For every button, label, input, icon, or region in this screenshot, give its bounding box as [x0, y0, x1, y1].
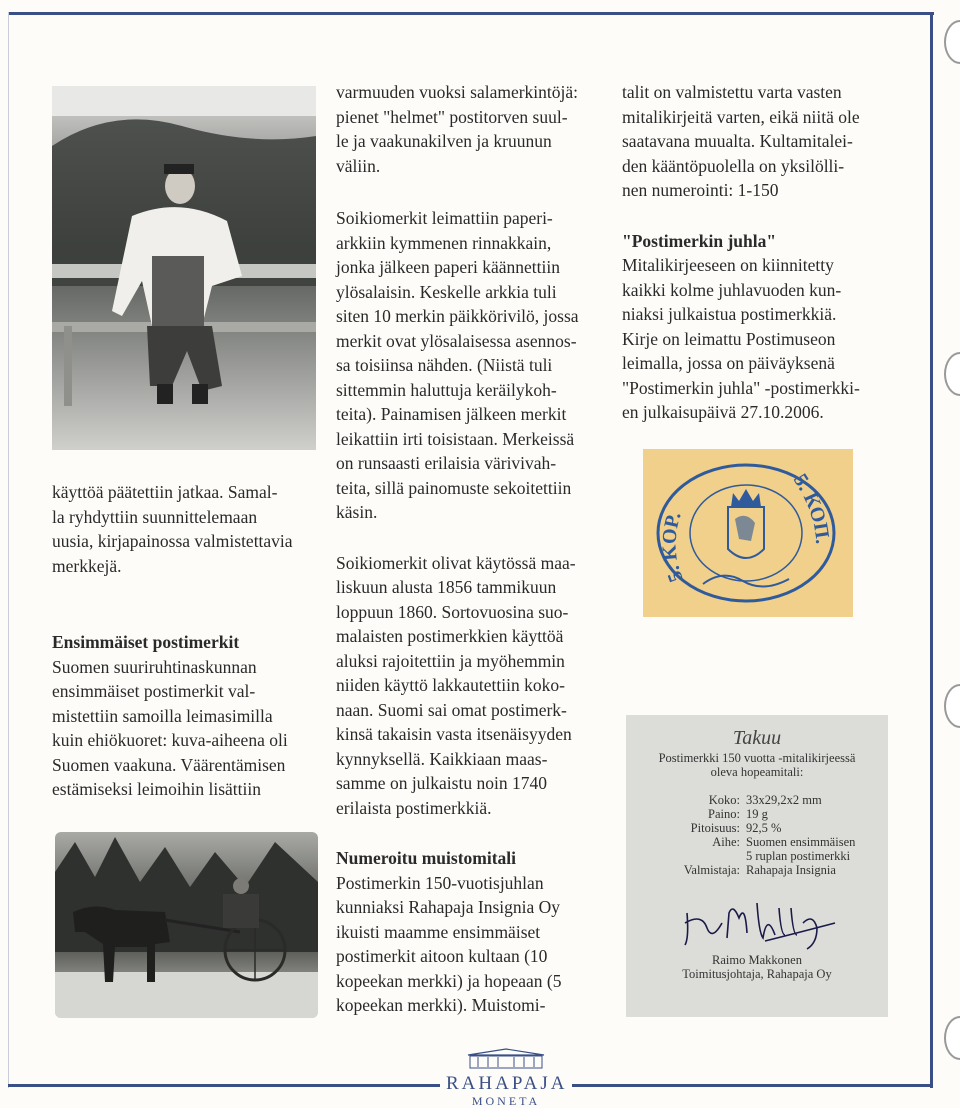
- stamp-right-text: 5. КОП.: [788, 470, 834, 545]
- text-line: arkkiin kymmenen rinnakkain,: [336, 232, 552, 253]
- spec-key: Aihe:: [712, 835, 740, 849]
- text-line: sa toisiinsa nähden. (Niistä tuli: [336, 355, 553, 375]
- photo-horse-cart: [55, 832, 318, 1018]
- photo-man-on-bench-image: [52, 86, 316, 450]
- text-line: estämiseksi leimoihin lisättiin: [52, 779, 262, 799]
- text-line: malaisten postimerkkien käyttöä: [336, 626, 564, 646]
- spec-row: [626, 793, 888, 807]
- frame-left-border: [8, 12, 9, 1088]
- spec-row: [626, 807, 888, 821]
- col3-paragraph-1: [622, 80, 922, 203]
- text-line: Soikiomerkit leimattiin paperi-: [336, 208, 553, 228]
- section-heading-ensimmaiset: Ensimmäiset postimerkit: [52, 632, 240, 652]
- frame-top-border: [8, 12, 934, 15]
- text-line: en julkaisupäivä 27.10.2006.: [622, 402, 824, 422]
- spec-value: Suomen ensimmäisen: [746, 835, 856, 849]
- text-line: teita). Painamisen jälkeen merkit: [336, 404, 567, 424]
- signer-name: Raimo Makkonen: [712, 953, 802, 967]
- certificate-title: Takuu: [732, 727, 782, 749]
- text-line: mistettiin samoilla leimasimilla: [52, 705, 273, 726]
- text-line: nen numerointi: 1-150: [622, 180, 779, 200]
- text-line: kaikki kolme juhlavuoden kun-: [622, 279, 842, 300]
- text-line: naan. Suomi sai omat postimerk-: [336, 699, 567, 720]
- text-line: niiden käyttö lakkautettiin koko-: [336, 675, 565, 695]
- text-line: loppuun 1860. Sortovuosina suo-: [336, 601, 569, 622]
- text-line: käsin.: [336, 502, 378, 522]
- logo-subtitle: MONETA: [471, 1094, 541, 1108]
- text-line: kuin ehiökuoret: kuva-aiheena oli: [52, 730, 288, 750]
- text-line: teita, sillä painomuste sekoitettiin: [336, 477, 572, 498]
- stamp-svg: [643, 449, 853, 617]
- text-line: mitalikirjeitä varten, eikä niitä ole: [622, 106, 860, 127]
- text-line: väliin.: [336, 155, 381, 176]
- text-line: oleva hopeamitali:: [710, 765, 804, 779]
- text-line: ensimmäiset postimerkit val-: [52, 681, 256, 701]
- spec-row: [626, 849, 888, 863]
- spec-key: Valmistaja:: [683, 863, 740, 877]
- text-line: saatavana muualta. Kultamitalei-: [622, 131, 853, 151]
- text-line: kopeekan merkki) ja hopeaan (5: [336, 970, 562, 991]
- guarantee-certificate: [626, 715, 888, 1017]
- column-3: [622, 80, 922, 425]
- text-line: sittemmin haluttuja keräilykoh-: [336, 379, 557, 400]
- text-line: samme on julkaistu noin 1740: [336, 773, 547, 793]
- text-line: Soikiomerkit olivat käytössä maa-: [336, 552, 576, 573]
- text-line: leimalla, jossa on päiväyksenä: [622, 353, 835, 373]
- frame-right-border: [930, 12, 933, 1088]
- binder-hole: [944, 1016, 960, 1060]
- text-line: den kääntöpuolella on yksilölli-: [622, 155, 845, 176]
- text-line: Suomen vaakuna. Väärentämisen: [52, 754, 286, 775]
- stamp-image: [643, 449, 853, 617]
- text-line: kunniaksi Rahapaja Insignia Oy: [336, 897, 561, 917]
- text-line: kinsä takaisin vasta itsenäisyyden: [336, 724, 572, 744]
- text-line: Mitalikirjeeseen on kiinnitetty: [622, 255, 834, 275]
- text-line: Kirje on leimattu Postimuseon: [622, 328, 836, 349]
- text-line: ylösalaisin. Keskelle arkkia tuli: [336, 281, 557, 302]
- spec-row: [626, 821, 888, 835]
- col1-body: [52, 655, 322, 802]
- text-line: ikuisti maamme ensimmäiset: [336, 921, 541, 942]
- text-line: kopeekan merkki). Muistomi-: [336, 995, 546, 1015]
- text-line: la ryhdyttiin suunnittelemaan: [52, 506, 258, 527]
- text-line: postimerkit aitoon kultaan (10: [336, 946, 548, 966]
- text-line: siten 10 merkin päikkörivilö, jossa: [336, 306, 579, 326]
- section-heading-postimerkin-juhla: "Postimerkin juhla": [622, 230, 777, 251]
- text-line: niaksi julkaistua postimerkkiä.: [622, 304, 837, 324]
- spec-key: Paino:: [708, 807, 740, 821]
- text-line: merkit ovat ylösalaisessa asennos-: [336, 330, 577, 351]
- signature-icon: [667, 883, 847, 953]
- text-line: Suomen suuriruhtinaskunnan: [52, 656, 257, 677]
- text-line: uusia, kirjapainossa valmistettavia: [52, 531, 293, 551]
- binder-hole: [944, 684, 960, 728]
- spec-value: 19 g: [746, 807, 768, 821]
- text-line: aluksi rajoitettiin ja myöhemmin: [336, 650, 565, 671]
- frame-bottom-border-left: [8, 1084, 440, 1087]
- text-line: talit on valmistettu varta vasten: [622, 82, 842, 102]
- spec-value: 33x29,2x2 mm: [746, 793, 822, 807]
- text-line: Postimerkki 150 vuotta -mitalikirjeessä: [658, 751, 856, 765]
- col3-paragraph-2: [622, 253, 922, 425]
- spec-key: [626, 849, 746, 863]
- photo-horse-cart-image: [55, 832, 318, 1018]
- text-line: varmuuden vuoksi salamerkintöjä:: [336, 82, 579, 102]
- text-line: leikattiin irti toisistaan. Merkeissä: [336, 428, 575, 449]
- text-line: "Postimerkin juhla" -postimerkki-: [622, 377, 860, 398]
- spec-row: [626, 835, 888, 849]
- col2-paragraph-3: [336, 551, 608, 821]
- photo-man-on-bench: [52, 86, 316, 450]
- col1-text-top: [52, 480, 322, 578]
- text-line: Postimerkin 150-vuotisjuhlan: [336, 872, 544, 893]
- lion-icon: [735, 516, 755, 541]
- building-icon: [466, 1047, 546, 1069]
- certificate-specs: [626, 793, 888, 877]
- logo-name: RAHAPAJA: [446, 1073, 568, 1094]
- rahapaja-logo: [446, 1047, 566, 1108]
- binder-hole: [944, 20, 960, 64]
- stamp-left-text: 5. KOP.: [658, 509, 688, 585]
- certificate-intro: [626, 751, 888, 779]
- text-line: le ja vaakunakilven ja kruunun: [336, 131, 552, 151]
- spec-value: 5 ruplan postimerkki: [746, 849, 851, 863]
- section-heading-numeroitu: Numeroitu muistomitali: [336, 848, 517, 868]
- text-line: jonka jälkeen paperi käännettiin: [336, 257, 561, 277]
- text-line: kynnyksellä. Kaikkiaan maas-: [336, 748, 548, 769]
- col2-paragraph-2: [336, 206, 608, 525]
- text-line: merkkejä.: [52, 555, 122, 576]
- spec-key: Pitoisuus:: [690, 821, 740, 835]
- spec-value: 92,5 %: [746, 821, 782, 835]
- text-line: on runsaasti erilaisia värivivah-: [336, 453, 557, 473]
- spec-value: Rahapaja Insignia: [746, 863, 836, 877]
- column-2: [336, 80, 608, 1018]
- signer-title: Toimitusjohtaja, Rahapaja Oy: [682, 967, 832, 981]
- text-line: liskuun alusta 1856 tammikuun: [336, 577, 557, 597]
- spec-key: Koko:: [708, 793, 740, 807]
- text-line: pienet "helmet" postitorven suul-: [336, 106, 568, 127]
- col2-paragraph-1: [336, 80, 608, 178]
- crown-icon: [731, 489, 761, 507]
- binder-hole: [944, 352, 960, 396]
- text-line: erilaista postimerkkiä.: [336, 797, 492, 818]
- col2-paragraph-4: [336, 871, 608, 1018]
- spec-row: [626, 863, 888, 877]
- text-line: käyttöä päätettiin jatkaa. Samal-: [52, 482, 278, 502]
- column-1: [52, 480, 322, 802]
- frame-bottom-border-right: [572, 1084, 933, 1087]
